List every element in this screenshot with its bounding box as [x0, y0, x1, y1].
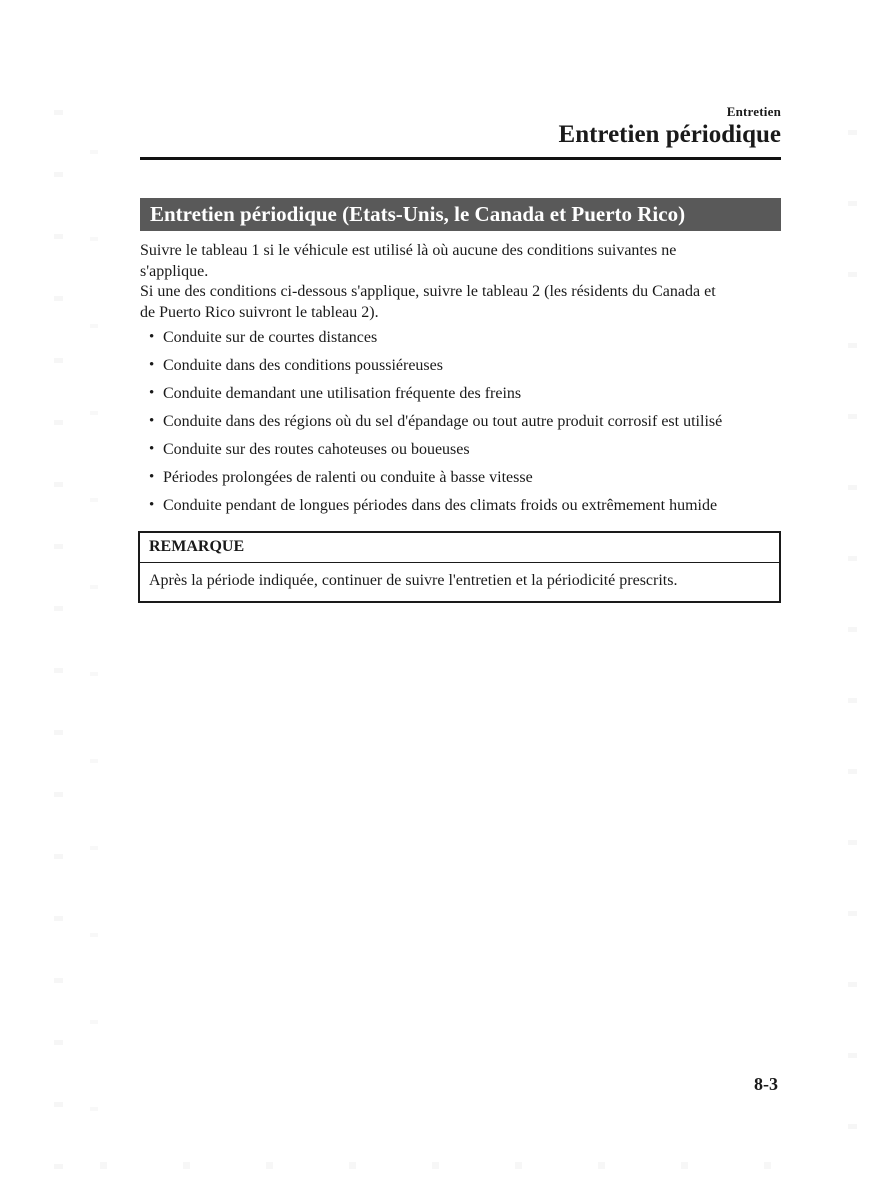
section-title-bar	[140, 198, 781, 231]
intro-paragraph-1	[140, 241, 781, 282]
paragraph-line: Suivre le tableau 1 si le véhicule est utilisé là où aucune des conditions suivantes ne	[140, 242, 677, 259]
intro-paragraph-2	[140, 282, 781, 323]
chapter-title: Entretien	[726, 104, 781, 119]
section-title: Entretien périodique	[558, 121, 781, 148]
scan-noise-bottom	[100, 1162, 840, 1169]
running-header	[140, 104, 781, 150]
header-rule	[140, 157, 781, 160]
note-label: REMARQUE	[140, 533, 779, 563]
list-item: • Conduite dans des conditions poussiéreuses	[140, 356, 781, 376]
scan-noise-right	[848, 130, 857, 1190]
paragraph-line: Si une des conditions ci-dessous s'applique, suivre le tableau 2 (les résidents du Canada et	[140, 283, 716, 300]
scan-noise-left-2	[90, 150, 98, 1190]
page-number: 8-3	[754, 1074, 778, 1094]
intro-paragraphs	[140, 241, 781, 323]
conditions-list	[140, 328, 781, 524]
list-item: • Conduite pendant de longues périodes dans des climats froids ou extrêmement humide	[140, 496, 781, 516]
list-item: • Conduite sur des routes cahoteuses ou boueuses	[140, 440, 781, 460]
list-item: • Conduite dans des régions où du sel d'épandage ou tout autre produit corrosif est utilisé	[140, 412, 781, 432]
section-title-bar-label: Entretien périodique (Etats-Unis, le Canada et Puerto Rico)	[150, 202, 686, 226]
note-box	[138, 531, 781, 603]
note-body: Après la période indiquée, continuer de suivre l'entretien et la périodicité prescrits.	[149, 572, 678, 589]
paragraph-line: de Puerto Rico suivront le tableau 2).	[140, 303, 379, 321]
scan-noise-left	[54, 110, 63, 1190]
list-item: • Conduite demandant une utilisation fréquente des freins	[140, 384, 781, 404]
paragraph-line: s'applique.	[140, 262, 209, 280]
list-item: • Conduite sur de courtes distances	[140, 328, 781, 348]
list-item: • Périodes prolongées de ralenti ou conduite à basse vitesse	[140, 468, 781, 488]
